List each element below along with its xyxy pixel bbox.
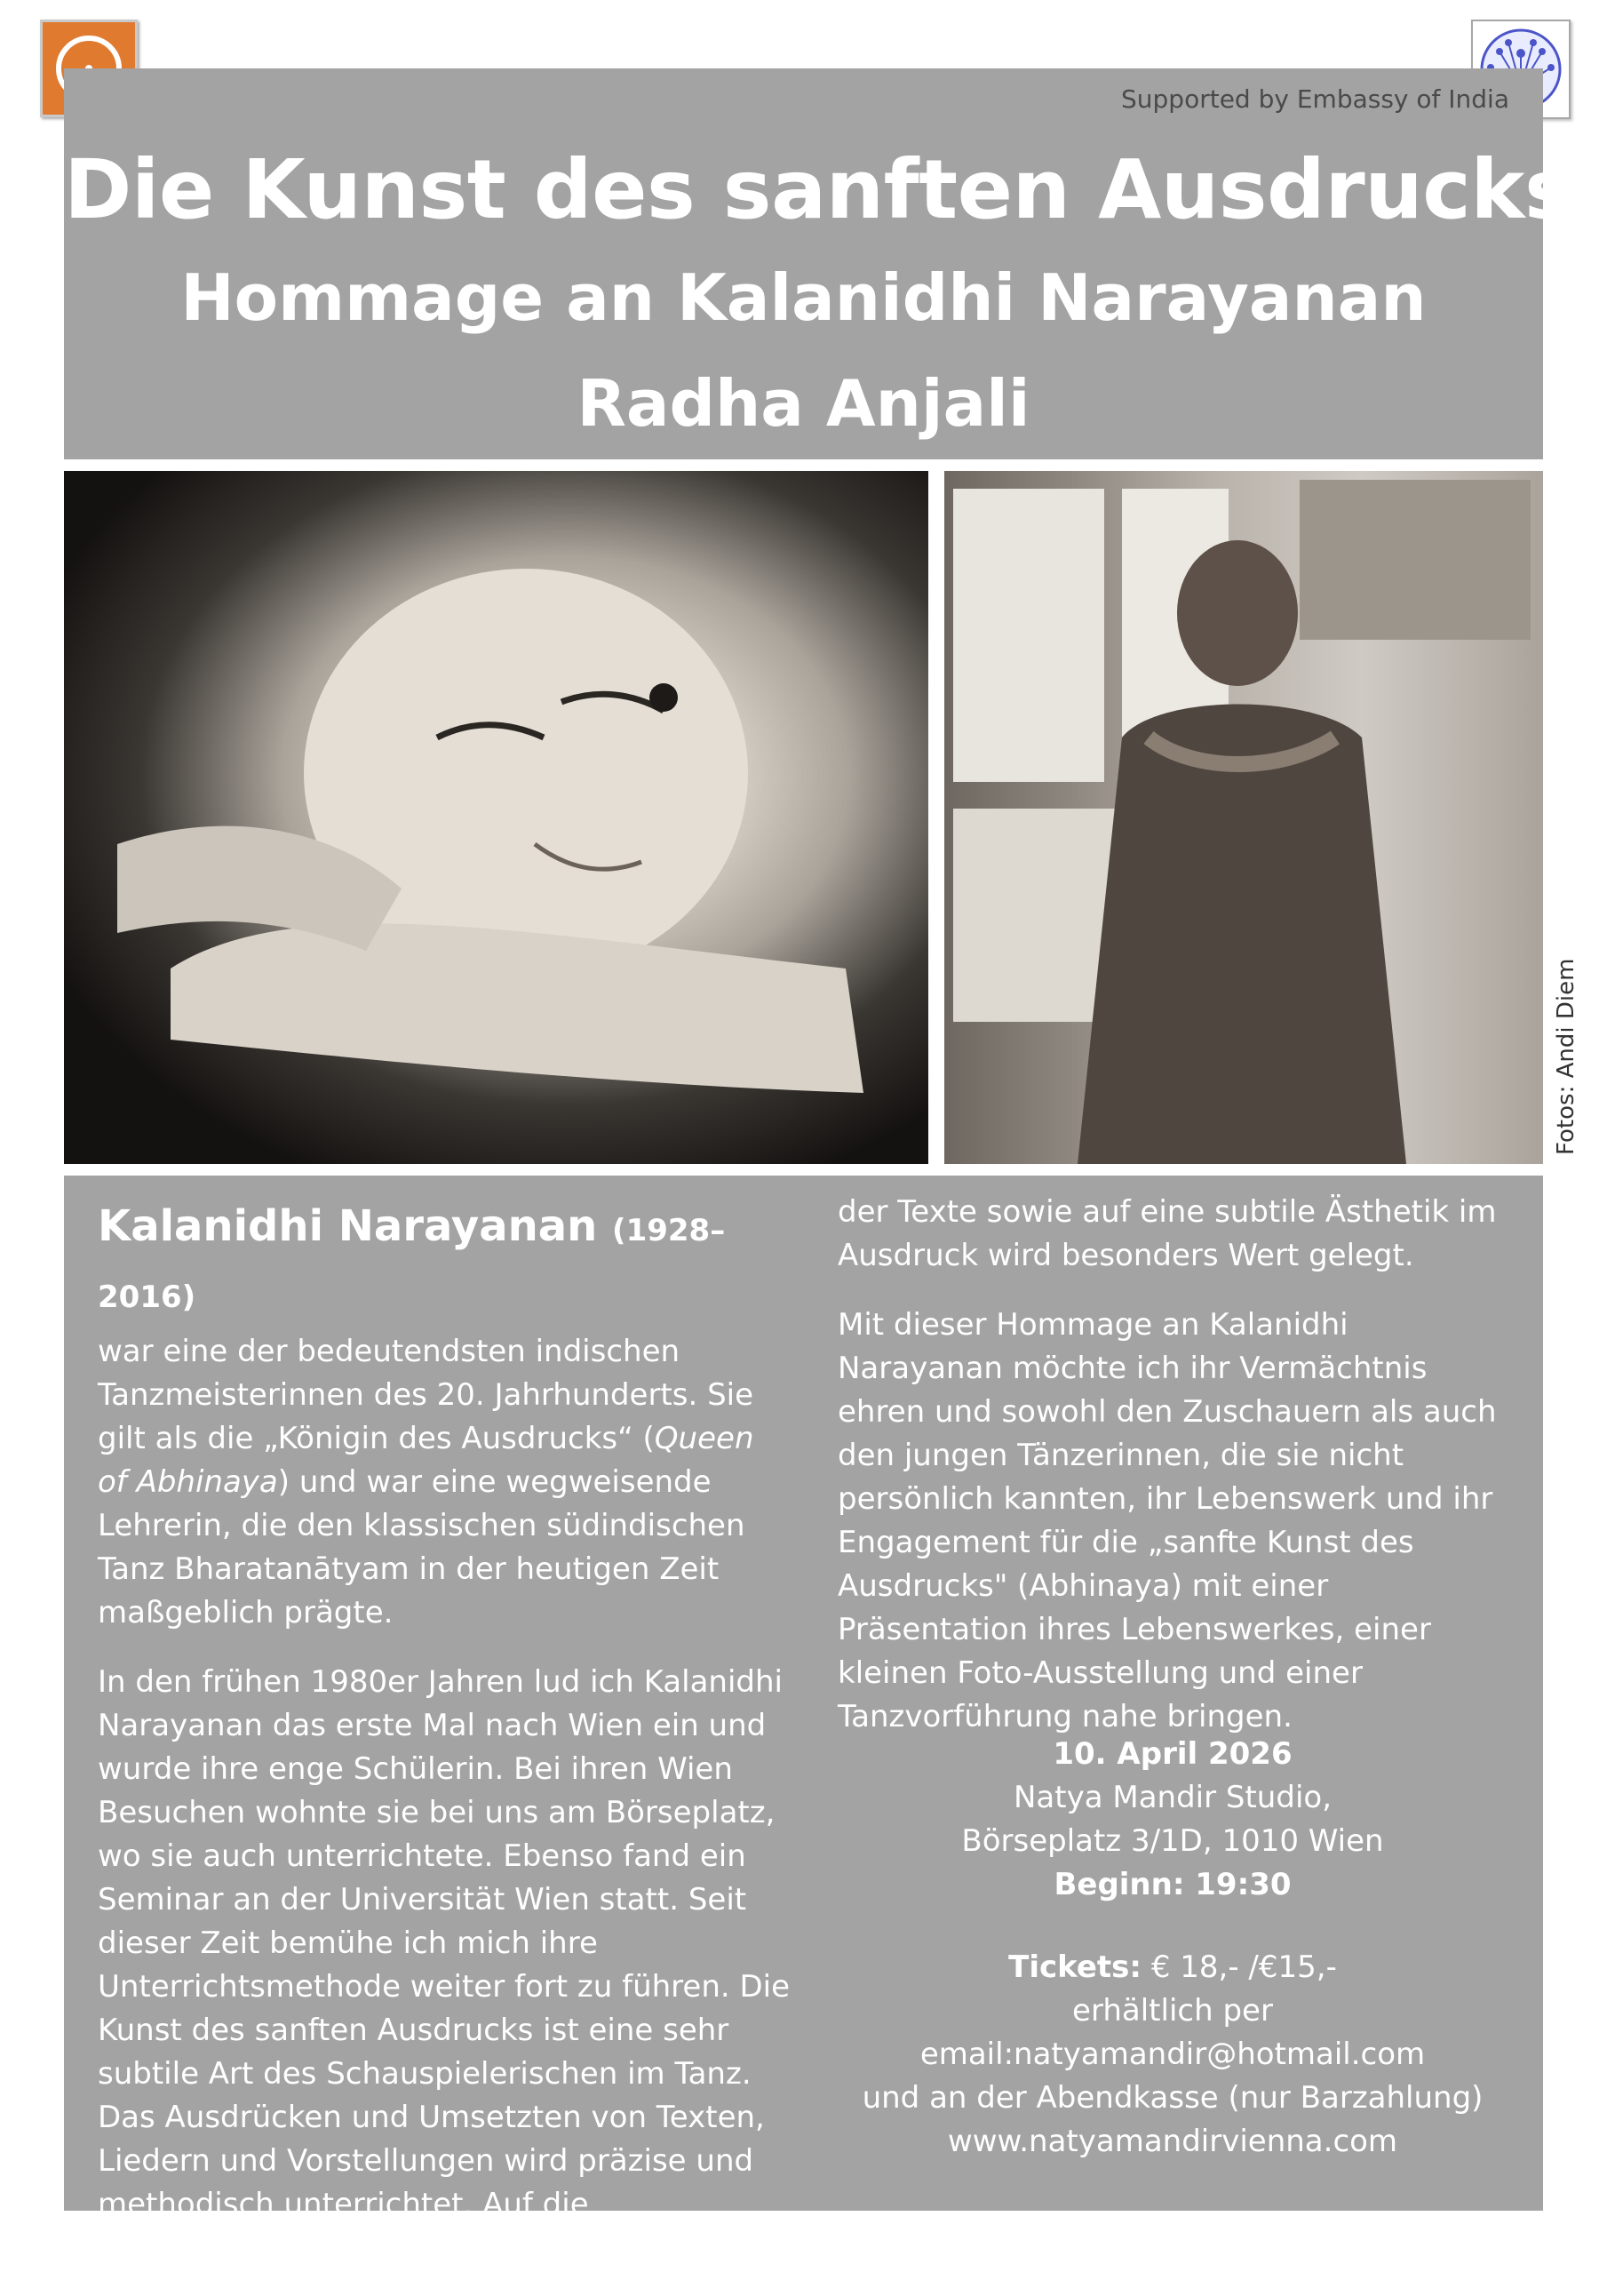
tickets-email[interactable]: erhältlich per email:natyamandir@hotmail.com (919, 1993, 1426, 2072)
dancer-portrait-photo (64, 471, 928, 1164)
page-title: Die Kunst des sanften Ausdrucks (64, 142, 1573, 237)
event-date: 10. April 2026 (1053, 1736, 1293, 1772)
bio-column-left (98, 1195, 791, 2296)
bio-paragraph-1-text-end: ) und war eine wegweisende Lehrerin, die den klassischen südindischen Tanz Bharatanātyam in der heutigen Zeit maßgeblich prägte. (98, 1464, 745, 1630)
spacer (817, 1907, 1528, 1946)
bio-years: (1928–2016) (98, 1213, 726, 1315)
bio-heading-line (98, 1195, 791, 1328)
bio-paragraph-4: Mit dieser Hommage an Kalanidhi Narayanan möchte ich ihr Vermächtnis ehren und sowohl den Zuschauern als auch den jungen Tänzerinnen, die sie nicht persönlich kannten, ihr Lebenswerk und ihr Engagement für die „sanfte Kunst des Ausdrucks" (Abhinaya) mit einer Präsentation ihres Lebenswerkes, einer kleinen Foto-Ausstellung und einer Tanzvorführung nahe bringen. (838, 1307, 1497, 1734)
website-link[interactable]: www.natyamandirvienna.com (947, 2124, 1398, 2159)
event-address: Börseplatz 3/1D, 1010 Wien (961, 1823, 1384, 1859)
tickets-box-office: und an der Abendkasse (nur Barzahlung) (862, 2080, 1484, 2116)
bio-paragraph-1-text: war eine der bedeutendsten indischen Tanzmeisterinnen des 20. Jahrhunderts. Sie gilt als die „Königin des Ausdrucks“ ( (98, 1334, 754, 1456)
photo-credit: Fotos: Andi Diem (1553, 958, 1579, 1155)
event-details (817, 1733, 1528, 2164)
page-subtitle: Hommage an Kalanidhi Narayanan (180, 260, 1427, 335)
tickets-line (817, 1946, 1528, 1989)
bio-heading: Kalanidhi Narayanan (98, 1201, 598, 1251)
artist-name: Radha Anjali (577, 366, 1030, 441)
sponsor-note: Supported by Embassy of India (1121, 84, 1509, 114)
event-venue: Natya Mandir Studio, (1014, 1780, 1332, 1815)
bio-column-right (838, 1191, 1522, 1765)
dancer-performance-photo (944, 471, 1543, 1164)
bio-paragraph-1 (98, 1330, 791, 1635)
event-start: Beginn: 19:30 (1054, 1867, 1292, 1902)
tickets-label: Tickets: (1008, 1949, 1142, 1985)
bio-paragraph-1-italic: Queen of Abhinaya (98, 1421, 754, 1500)
portrait-illustration (64, 471, 928, 1164)
performance-illustration (944, 471, 1543, 1164)
bio-paragraph-2: In den frühen 1980er Jahren lud ich Kalanidhi Narayanan das erste Mal nach Wien ein und wurde ihre enge Schülerin. Bei ihren Wien Besuchen wohnte sie bei uns am Börseplatz, wo sie auch unterrichtete. Ebenso fand ein Seminar an der Universität Wien statt. Seit dieser Zeit bemühe ich mich ihre Unterrichtsmethode weiter fort zu führen. Die Kunst des sanften Ausdrucks ist eine sehr subtile Art des Schauspielerischen im Tanz. Das Ausdrücken und Umsetzten von Texten, Liedern und Vorstellungen wird präzise und methodisch unterrichtet. Auf die Interpretation (98, 1664, 791, 2266)
bio-paragraph-3: der Texte sowie auf eine subtile Ästhetik im Ausdruck wird besonders Wert gelegt. (838, 1194, 1497, 1273)
tickets-price: € 18,- /€15,- (1142, 1949, 1337, 1985)
